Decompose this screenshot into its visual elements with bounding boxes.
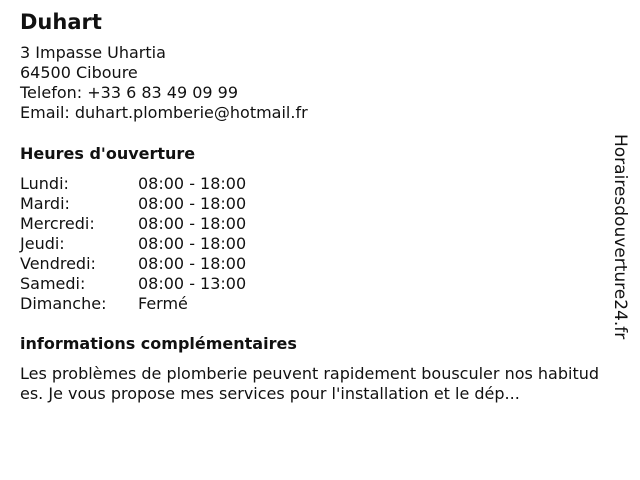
opening-hours-table <box>20 174 340 314</box>
hours-day: Dimanche: <box>20 294 107 313</box>
hours-day: Lundi: <box>20 174 69 193</box>
email-line: Email: duhart.plomberie@hotmail.fr <box>20 103 308 122</box>
hours-day: Mardi: <box>20 194 70 213</box>
hours-row-monday <box>20 174 340 194</box>
site-watermark: Horairesdouverture24.fr <box>610 134 630 340</box>
contact-block <box>20 43 308 123</box>
hours-row-wednesday <box>20 214 340 234</box>
hours-row-friday <box>20 254 340 274</box>
phone-line: Telefon: +33 6 83 49 09 99 <box>20 83 239 102</box>
hours-day: Vendredi: <box>20 254 96 273</box>
hours-row-tuesday <box>20 194 340 214</box>
additional-info-text: Les problèmes de plomberie peuvent rapidement bousculer nos habitudes. Je vous propose mes services pour l'installation et le dép... <box>20 364 600 403</box>
hours-time: 08:00 - 18:00 <box>138 234 247 253</box>
address-street: 3 Impasse Uhartia <box>20 43 166 62</box>
hours-day: Samedi: <box>20 274 86 293</box>
hours-time: Fermé <box>138 294 188 313</box>
hours-day: Jeudi: <box>20 234 65 253</box>
additional-info-heading: informations complémentaires <box>20 334 297 353</box>
hours-day: Mercredi: <box>20 214 95 233</box>
hours-time: 08:00 - 18:00 <box>138 214 247 233</box>
hours-row-saturday <box>20 274 340 294</box>
address-city: 64500 Ciboure <box>20 63 138 82</box>
business-name: Duhart <box>20 10 102 34</box>
hours-row-thursday <box>20 234 340 254</box>
hours-time: 08:00 - 18:00 <box>138 174 247 193</box>
opening-hours-heading: Heures d'ouverture <box>20 144 196 163</box>
hours-row-sunday <box>20 294 340 314</box>
hours-time: 08:00 - 18:00 <box>138 254 247 273</box>
hours-time: 08:00 - 18:00 <box>138 194 247 213</box>
hours-time: 08:00 - 13:00 <box>138 274 247 293</box>
